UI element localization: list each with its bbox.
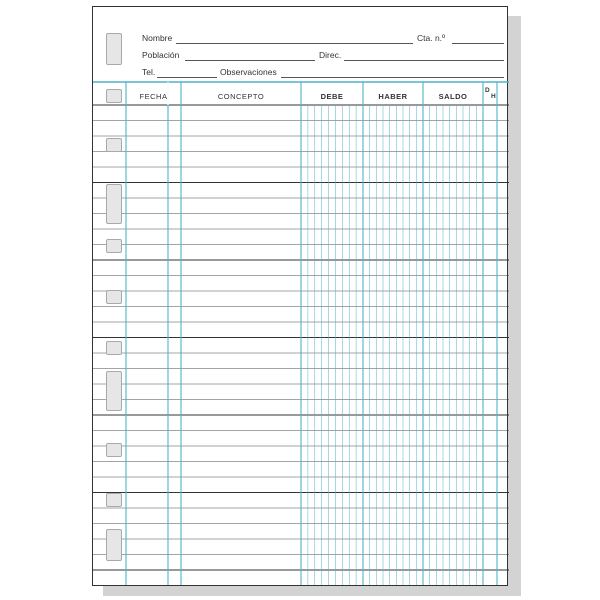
dh-column-header-h: H xyxy=(491,93,496,100)
binder-tab xyxy=(106,529,122,561)
cta-label: Cta. n.º xyxy=(417,33,446,43)
observaciones-label: Observaciones xyxy=(220,67,277,77)
ledger-sheet xyxy=(92,6,508,586)
tel-label: Tel. xyxy=(142,67,156,77)
saldo-column-header: SALDO xyxy=(438,92,468,101)
binder-tab xyxy=(106,443,122,457)
nombre-label: Nombre xyxy=(142,33,173,43)
binder-tab xyxy=(106,138,122,152)
debe-column-header: DEBE xyxy=(320,92,344,101)
concepto-column-header: CONCEPTO xyxy=(217,92,265,101)
binder-tab xyxy=(106,371,122,411)
haber-column-header: HABER xyxy=(378,92,408,101)
binder-tab xyxy=(106,89,122,103)
binder-tab xyxy=(106,239,122,253)
fecha-column-header: FECHA xyxy=(139,92,168,101)
binder-tab xyxy=(106,184,122,224)
binder-tab xyxy=(106,290,122,304)
binder-tab xyxy=(106,493,122,507)
binder-tab xyxy=(106,341,122,355)
poblacion-label: Población xyxy=(142,50,180,60)
dh-column-header-d: D xyxy=(485,87,490,94)
direc-label: Direc. xyxy=(319,50,342,60)
